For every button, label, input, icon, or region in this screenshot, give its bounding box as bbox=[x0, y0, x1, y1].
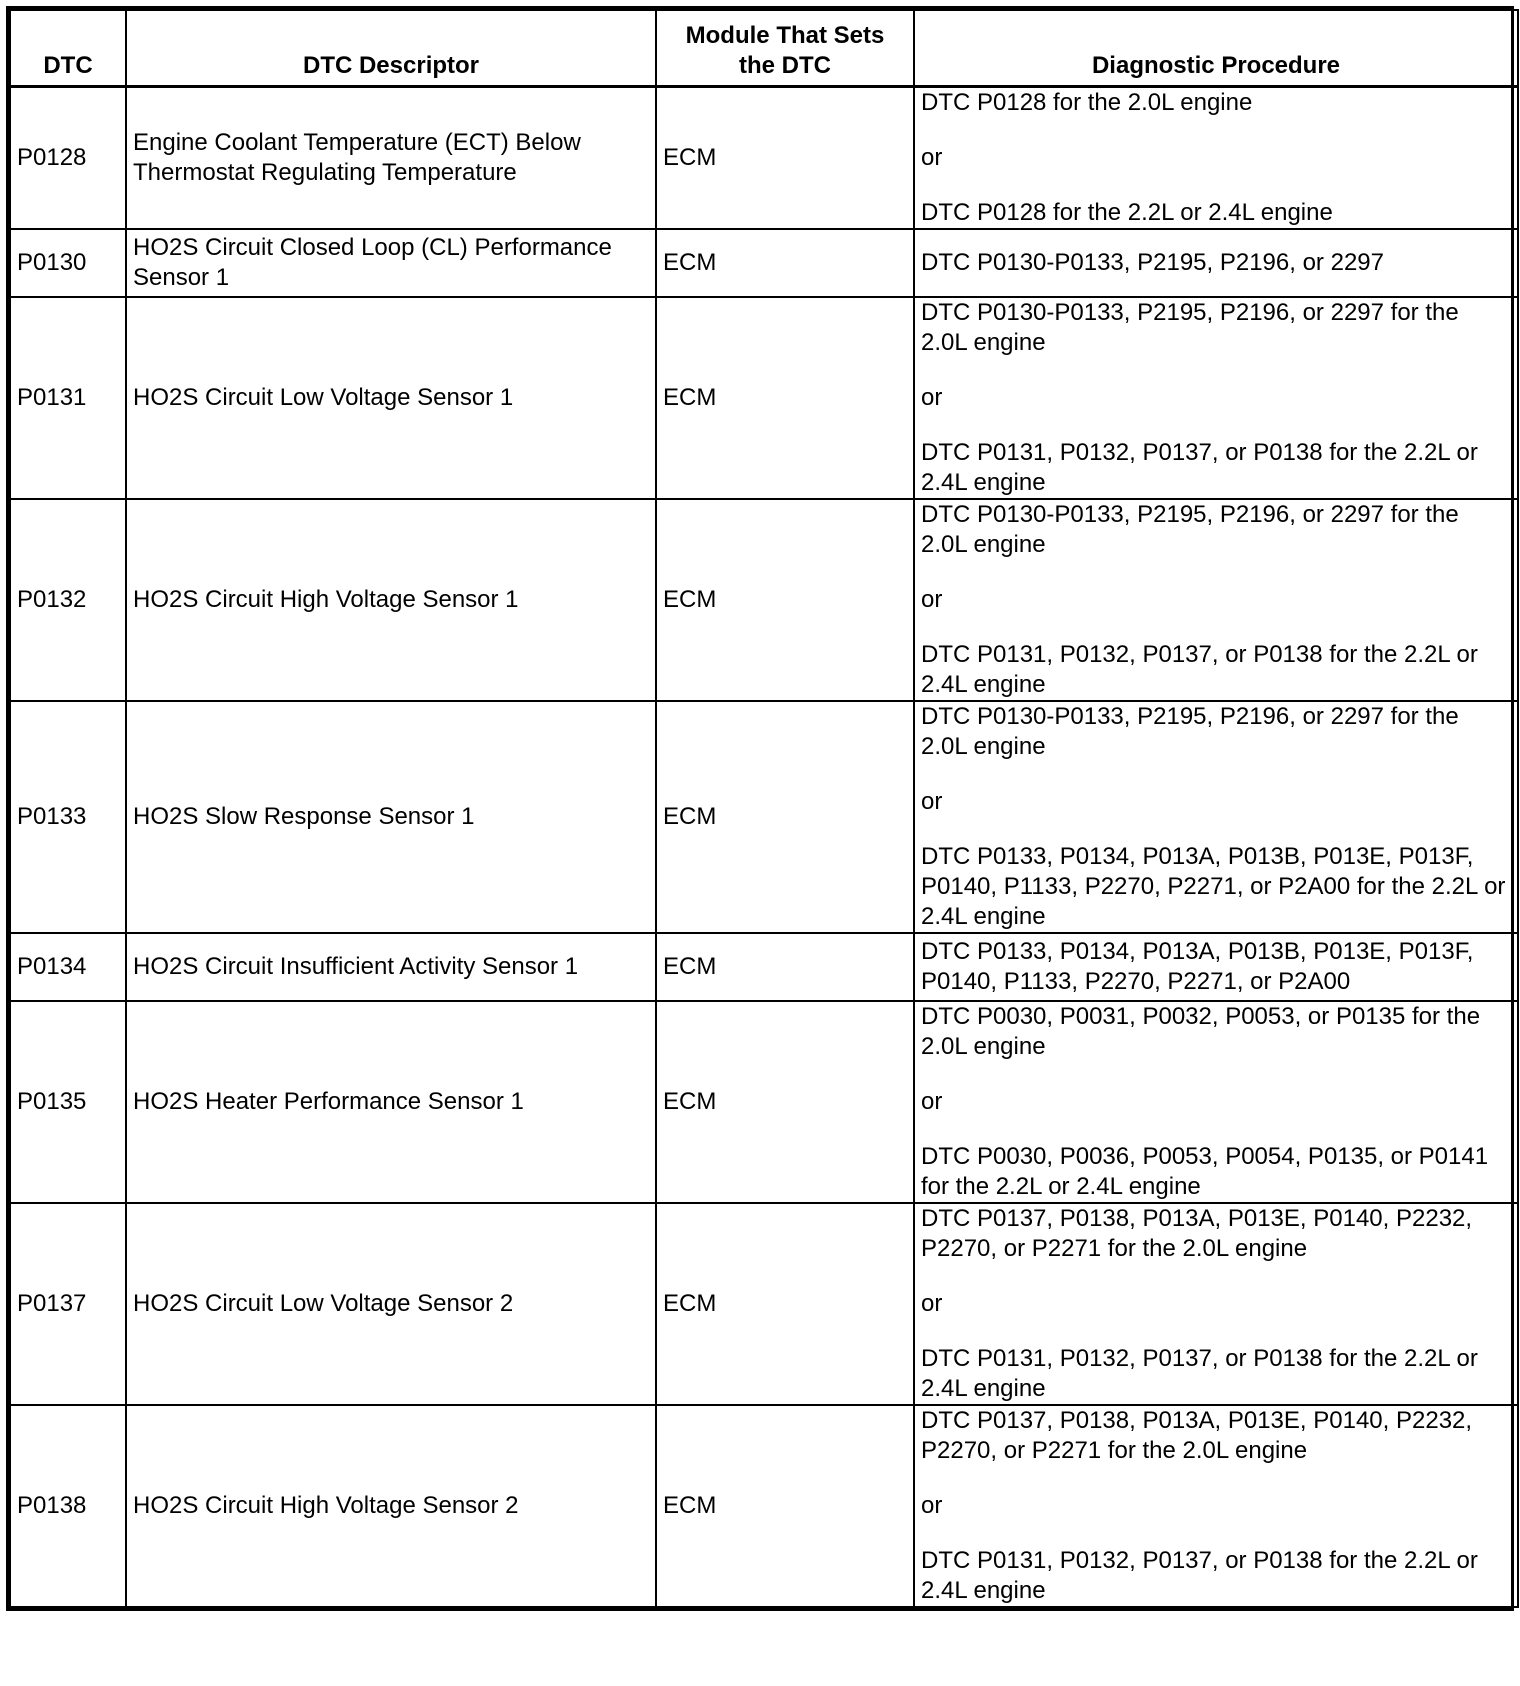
module-cell: ECM bbox=[656, 1001, 914, 1203]
table-row bbox=[10, 1203, 1518, 1405]
dtc-code-cell: P0130 bbox=[10, 229, 126, 297]
dtc-code-cell: P0135 bbox=[10, 1001, 126, 1203]
header-module bbox=[656, 10, 914, 87]
procedure-or-text: or bbox=[921, 1290, 943, 1317]
procedure-or-text: or bbox=[921, 1088, 943, 1115]
dtc-descriptor-cell: Engine Coolant Temperature (ECT) Below Thermostat Regulating Temperature bbox=[126, 87, 656, 230]
procedure-spacer bbox=[921, 1319, 1511, 1344]
module-cell: ECM bbox=[656, 499, 914, 701]
procedure-link-text: DTC P0128 for the 2.0L engine bbox=[921, 89, 1253, 116]
procedure-spacer bbox=[921, 1117, 1511, 1142]
procedure-or-text: or bbox=[921, 788, 943, 815]
dtc-code-cell: P0132 bbox=[10, 499, 126, 701]
procedure-spacer bbox=[921, 1521, 1511, 1546]
procedure-link-text: DTC P0133, P0134, P013A, P013B, P013E, P013F, P0140, P1133, P2270, P2271, or P2A00 for the 2.2L or 2.4L engine bbox=[921, 843, 1506, 930]
procedure-spacer bbox=[921, 413, 1511, 438]
procedure-spacer bbox=[921, 1062, 1511, 1087]
procedure-link-text: DTC P0130-P0133, P2195, P2196, or 2297 for the 2.0L engine bbox=[921, 703, 1459, 760]
module-cell: ECM bbox=[656, 229, 914, 297]
dtc-descriptor-cell: HO2S Circuit Insufficient Activity Sensor 1 bbox=[126, 933, 656, 1001]
diagnostic-procedure-cell bbox=[914, 297, 1518, 499]
procedure-spacer bbox=[921, 173, 1511, 198]
procedure-spacer bbox=[921, 560, 1511, 585]
diagnostic-procedure-cell bbox=[914, 1203, 1518, 1405]
diagnostic-procedure-cell bbox=[914, 933, 1518, 1001]
table-row bbox=[10, 87, 1518, 230]
table-row bbox=[10, 297, 1518, 499]
table-row bbox=[10, 1405, 1518, 1607]
procedure-or-text: or bbox=[921, 1492, 943, 1519]
procedure-or-text: or bbox=[921, 384, 943, 411]
dtc-code-cell: P0128 bbox=[10, 87, 126, 230]
dtc-code-cell: P0131 bbox=[10, 297, 126, 499]
table-header bbox=[10, 10, 1518, 87]
procedure-link-text: DTC P0133, P0134, P013A, P013B, P013E, P013F, P0140, P1133, P2270, P2271, or P2A00 bbox=[921, 938, 1474, 995]
diagnostic-procedure-cell bbox=[914, 1405, 1518, 1607]
dtc-descriptor-cell: HO2S Circuit High Voltage Sensor 1 bbox=[126, 499, 656, 701]
table-row bbox=[10, 701, 1518, 933]
dtc-table-container bbox=[6, 6, 1514, 1611]
diagnostic-procedure-cell bbox=[914, 229, 1518, 297]
procedure-spacer bbox=[921, 1264, 1511, 1289]
diagnostic-procedure-cell bbox=[914, 499, 1518, 701]
procedure-spacer bbox=[921, 358, 1511, 383]
table-row bbox=[10, 499, 1518, 701]
procedure-spacer bbox=[921, 762, 1511, 787]
dtc-code-cell: P0138 bbox=[10, 1405, 126, 1607]
dtc-table bbox=[9, 9, 1519, 1608]
procedure-link-text: DTC P0131, P0132, P0137, or P0138 for the 2.2L or 2.4L engine bbox=[921, 1547, 1478, 1604]
dtc-descriptor-cell: HO2S Heater Performance Sensor 1 bbox=[126, 1001, 656, 1203]
procedure-link-text: DTC P0030, P0036, P0053, P0054, P0135, or P0141 for the 2.2L or 2.4L engine bbox=[921, 1143, 1489, 1200]
module-cell: ECM bbox=[656, 87, 914, 230]
header-module-line2: the DTC bbox=[739, 52, 831, 79]
dtc-descriptor-cell: HO2S Circuit Low Voltage Sensor 2 bbox=[126, 1203, 656, 1405]
header-module-line1: Module That Sets bbox=[685, 22, 885, 49]
procedure-link-text: DTC P0137, P0138, P013A, P013E, P0140, P2232, P2270, or P2271 for the 2.0L engine bbox=[921, 1205, 1473, 1262]
dtc-descriptor-cell: HO2S Circuit Closed Loop (CL) Performance Sensor 1 bbox=[126, 229, 656, 297]
procedure-link-text: DTC P0131, P0132, P0137, or P0138 for the 2.2L or 2.4L engine bbox=[921, 439, 1478, 496]
procedure-link-text: DTC P0130-P0133, P2195, P2196, or 2297 for the 2.0L engine bbox=[921, 299, 1459, 356]
diagnostic-procedure-cell bbox=[914, 87, 1518, 230]
procedure-or-text: or bbox=[921, 144, 943, 171]
dtc-code-cell: P0134 bbox=[10, 933, 126, 1001]
diagnostic-procedure-cell bbox=[914, 701, 1518, 933]
header-row bbox=[10, 10, 1518, 87]
dtc-descriptor-cell: HO2S Circuit Low Voltage Sensor 1 bbox=[126, 297, 656, 499]
table-row bbox=[10, 229, 1518, 297]
module-cell: ECM bbox=[656, 933, 914, 1001]
procedure-link-text: DTC P0030, P0031, P0032, P0053, or P0135 for the 2.0L engine bbox=[921, 1003, 1481, 1060]
dtc-code-cell: P0137 bbox=[10, 1203, 126, 1405]
module-cell: ECM bbox=[656, 1203, 914, 1405]
module-cell: ECM bbox=[656, 297, 914, 499]
procedure-link-text: DTC P0131, P0132, P0137, or P0138 for the 2.2L or 2.4L engine bbox=[921, 1345, 1478, 1402]
diagnostic-procedure-cell bbox=[914, 1001, 1518, 1203]
procedure-link-text: DTC P0130-P0133, P2195, P2196, or 2297 for the 2.0L engine bbox=[921, 501, 1459, 558]
procedure-link-text: DTC P0131, P0132, P0137, or P0138 for the 2.2L or 2.4L engine bbox=[921, 641, 1478, 698]
procedure-link-text: DTC P0137, P0138, P013A, P013E, P0140, P2232, P2270, or P2271 for the 2.0L engine bbox=[921, 1407, 1473, 1464]
module-cell: ECM bbox=[656, 1405, 914, 1607]
dtc-descriptor-cell: HO2S Circuit High Voltage Sensor 2 bbox=[126, 1405, 656, 1607]
procedure-spacer bbox=[921, 118, 1511, 143]
module-cell: ECM bbox=[656, 701, 914, 933]
procedure-or-text: or bbox=[921, 586, 943, 613]
table-row bbox=[10, 1001, 1518, 1203]
dtc-descriptor-cell: HO2S Slow Response Sensor 1 bbox=[126, 701, 656, 933]
procedure-spacer bbox=[921, 817, 1511, 842]
header-descriptor: DTC Descriptor bbox=[126, 10, 656, 87]
header-dtc: DTC bbox=[10, 10, 126, 87]
procedure-spacer bbox=[921, 1466, 1511, 1491]
header-procedure: Diagnostic Procedure bbox=[914, 10, 1518, 87]
table-body bbox=[10, 87, 1518, 1608]
procedure-spacer bbox=[921, 615, 1511, 640]
table-row bbox=[10, 933, 1518, 1001]
procedure-link-text: DTC P0128 for the 2.2L or 2.4L engine bbox=[921, 199, 1333, 226]
procedure-link-text: DTC P0130-P0133, P2195, P2196, or 2297 bbox=[921, 249, 1384, 276]
dtc-code-cell: P0133 bbox=[10, 701, 126, 933]
